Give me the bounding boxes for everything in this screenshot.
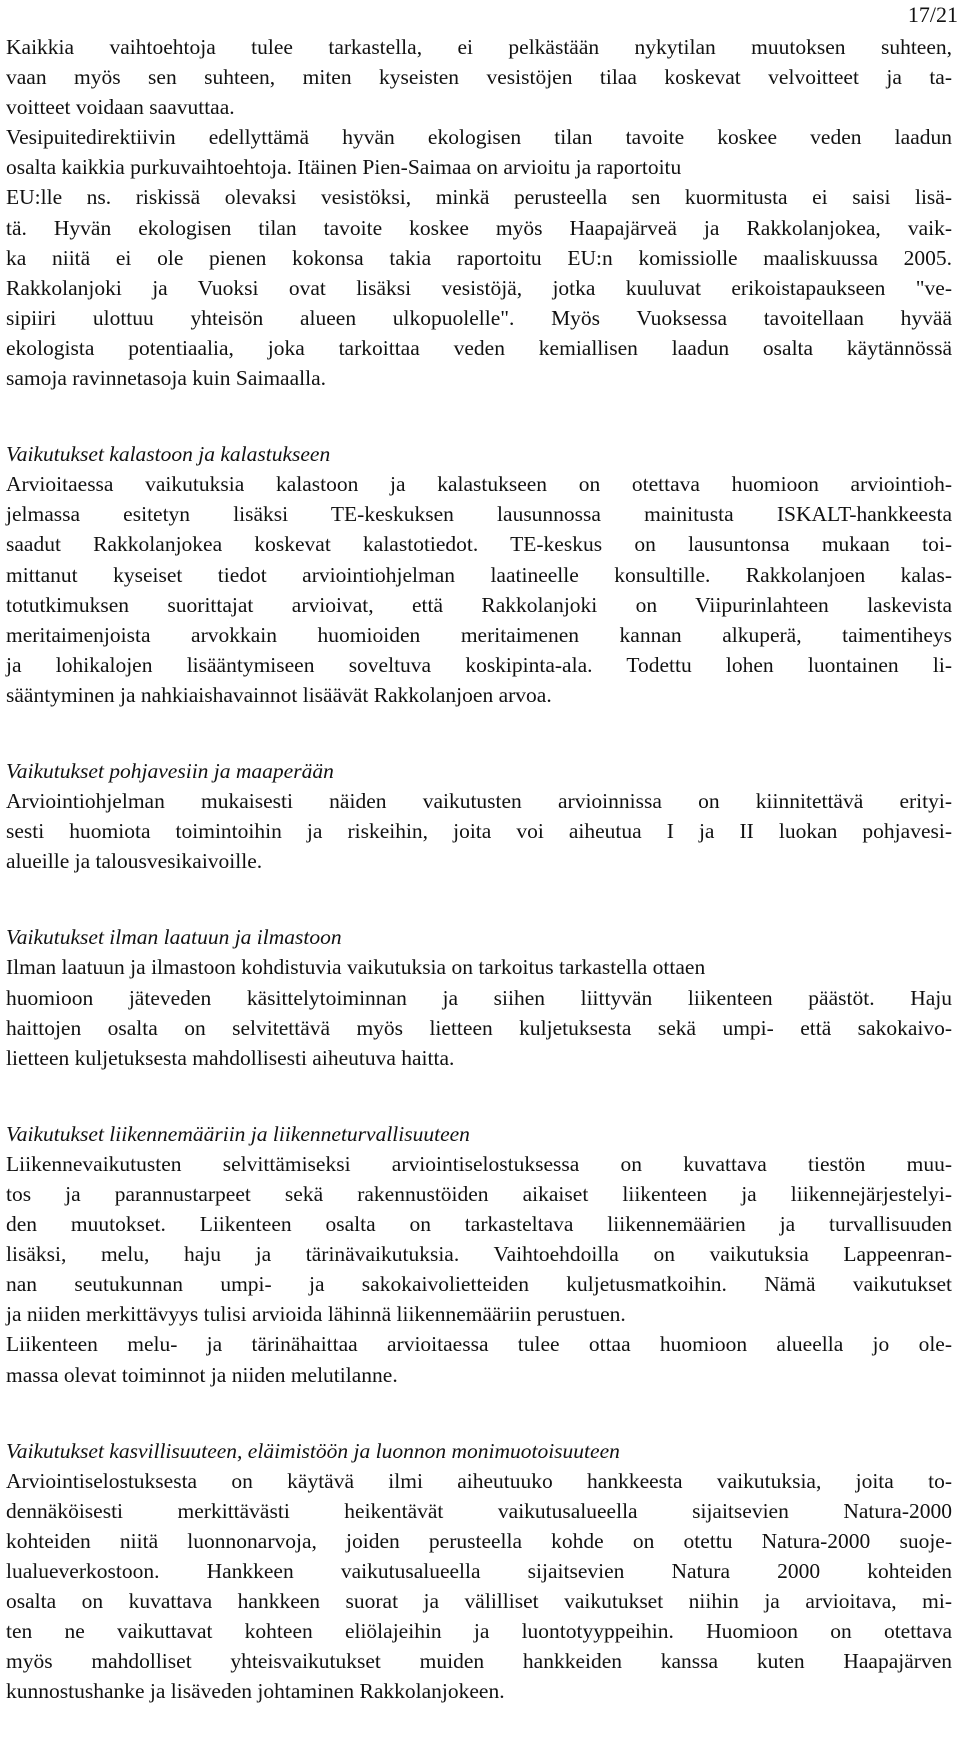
section-heading: Vaikutukset ilman laatuun ja ilmastoon (6, 925, 342, 950)
text-line: Liikenteen melu- ja tärinähaittaa arvioitaessa tulee ottaa huomioon alueella jo ole- (6, 1332, 952, 1357)
section-heading: Vaikutukset pohjavesiin ja maaperään (6, 758, 334, 783)
document-section (6, 32, 952, 393)
text-line: massa olevat toiminnot ja niiden melutilanne. (6, 1362, 398, 1387)
text-line: totutkimuksen suorittajat arvioivat, että Rakkolanjoki on Viipurinlahteen laskevista (6, 592, 952, 617)
text-line: dennäköisesti merkittävästi heikentävät vaikutusalueella sijaitsevien Natura-2000 (6, 1498, 952, 1523)
text-line: kunnostushanke ja lisäveden johtaminen Rakkolanjokeen. (6, 1679, 505, 1704)
text-line: lualueverkostoon. Hankkeen vaikutusalueella sijaitsevien Natura 2000 kohteiden (6, 1559, 952, 1584)
text-line: saadut Rakkolanjokea koskevat kalastotiedot. TE-keskus on lausuntonsa mukaan toi- (6, 532, 952, 557)
text-line: Arviointiohjelman mukaisesti näiden vaikutusten arvioinnissa on kiinnitettävä erityi- (6, 789, 952, 814)
text-line: sipiiri ulottuu yhteisön alueen ulkopuolelle". Myös Vuoksessa tavoitellaan hyvää (6, 305, 952, 330)
section-heading: Vaikutukset kalastoon ja kalastukseen (6, 442, 331, 467)
text-line: kohteiden niitä luonnonarvoja, joiden perusteella kohde on otettu Natura-2000 suoje- (6, 1528, 952, 1553)
text-line: sesti huomiota toimintoihin ja riskeihin, joita voi aiheutua I ja II luokan pohjavesi- (6, 819, 952, 844)
text-line: lisäksi, melu, haju ja tärinävaikutuksia. Vaihtoehdoilla on vaikutuksia Lappeenran- (6, 1242, 952, 1267)
document-section (6, 876, 952, 1072)
text-line: sääntyminen ja nahkiaishavainnot lisäävät Rakkolanjoen arvoa. (6, 682, 552, 707)
text-line: Ilman laatuun ja ilmastoon kohdistuvia vaikutuksia on tarkoitus tarkastella ottaen (6, 955, 706, 980)
text-line: mittanut kyseiset tiedot arviointiohjelman laatineelle konsultille. Rakkolanjoen kalas- (6, 562, 952, 587)
section-heading: Vaikutukset kasvillisuuteen, eläimistöön ja luonnon monimuotoisuuteen (6, 1438, 620, 1463)
text-line: vaan myös sen suhteen, miten kyseisten vesistöjen tilaa koskevat velvoitteet ja ta- (6, 65, 952, 90)
text-line: Rakkolanjoki ja Vuoksi ovat lisäksi vesistöjä, jotka kuuluvat erikoistapaukseen "ve- (6, 275, 952, 300)
section-spacer (6, 876, 952, 922)
text-line: tä. Hyvän ekologisen tilan tavoite koskee myös Haapajärveä ja Rakkolanjokea, vaik- (6, 215, 952, 240)
text-line: myös mahdolliset yhteisvaikutukset muiden hankkeiden kanssa kuten Haapajärven (6, 1649, 952, 1674)
section-heading: Vaikutukset liikennemääriin ja liikenneturvallisuuteen (6, 1121, 470, 1146)
text-line: den muutokset. Liikenteen osalta on tarkasteltava liikennemäärien ja turvallisuuden (6, 1212, 952, 1237)
text-line: Arviointiselostuksesta on käytävä ilmi aiheutuuko hankkeesta vaikutuksia, joita to- (6, 1468, 952, 1493)
document-section (6, 710, 952, 876)
document-section (6, 1390, 952, 1707)
text-line: ja niiden merkittävyys tulisi arvioida lähinnä liikennemääriin perustuen. (6, 1302, 626, 1327)
text-line: huomioon jäteveden käsittelytoiminnan ja siihen liittyvän liikenteen päästöt. Haju (6, 985, 952, 1010)
text-line: osalta kaikkia purkuvaihtoehtoja. Itäinen Pien-Saimaa on arvioitu ja raportoitu (6, 155, 682, 180)
text-line: EU:lle ns. riskissä olevaksi vesistöksi, minkä perusteella sen kuormitusta ei saisi lisä- (6, 185, 952, 210)
text-line: osalta on kuvattava hankkeen suorat ja välilliset vaikutukset niihin ja arvioitava, mi- (6, 1589, 952, 1614)
text-line: Kaikkia vaihtoehtoja tulee tarkastella, ei pelkästään nykytilan muutoksen suhteen, (6, 35, 952, 59)
text-line: alueille ja talousvesikaivoille. (6, 849, 263, 874)
text-line: Liikennevaikutusten selvittämiseksi arviointiselostuksessa on kuvattava tiestön muu- (6, 1151, 952, 1176)
section-spacer (6, 710, 952, 756)
text-line: ja lohikalojen lisääntymiseen soveltuva koskipinta-ala. Todettu lohen luontainen li- (6, 652, 952, 677)
text-line: samoja ravinnetasoja kuin Saimaalla. (6, 366, 327, 391)
section-spacer (6, 393, 952, 439)
text-line: tos ja parannustarpeet sekä rakennustöiden aikaiset liikenteen ja liikennejärjestelyi- (6, 1182, 952, 1206)
text-line: voitteet voidaan saavuttaa. (6, 95, 235, 120)
section-spacer (6, 1073, 952, 1119)
page-number: 17/21 (907, 2, 958, 27)
text-line: haittojen osalta on selvitettävä myös lietteen kuljetuksesta sekä umpi- että sakokaivo- (6, 1015, 952, 1040)
text-line: meritaimenjoista arvokkain huomioiden meritaimenen kannan alkuperä, taimentiheys (6, 622, 952, 647)
document-section (6, 1073, 952, 1390)
text-line: nan seutukunnan umpi- ja sakokaivolietteiden kuljetusmatkoihin. Nämä vaikutukset (6, 1272, 952, 1297)
text-line: Arvioitaessa vaikutuksia kalastoon ja kalastukseen on otettava huomioon arviointioh- (6, 472, 952, 497)
document-section (6, 393, 952, 710)
text-line: ekologista potentiaalia, joka tarkoittaa veden kemiallisen laadun osalta käytännössä (6, 335, 952, 360)
document-body (6, 32, 952, 1707)
text-line: jelmassa esitetyn lisäksi TE-keskuksen lausunnossa mainitusta ISKALT-hankkeesta (6, 502, 952, 527)
section-spacer (6, 1390, 952, 1436)
text-line: ka niitä ei ole pienen kokonsa takia raportoitu EU:n komissiolle maaliskuussa 2005. (6, 245, 952, 270)
text-line: ten ne vaikuttavat kohteen eliölajeihin ja luontotyyppeihin. Huomioon on otettava (6, 1619, 952, 1644)
text-line: Vesipuitedirektiivin edellyttämä hyvän ekologisen tilan tavoite koskee veden laadun (6, 125, 952, 150)
text-line: lietteen kuljetuksesta mahdollisesti aiheutuva haitta. (6, 1045, 455, 1070)
